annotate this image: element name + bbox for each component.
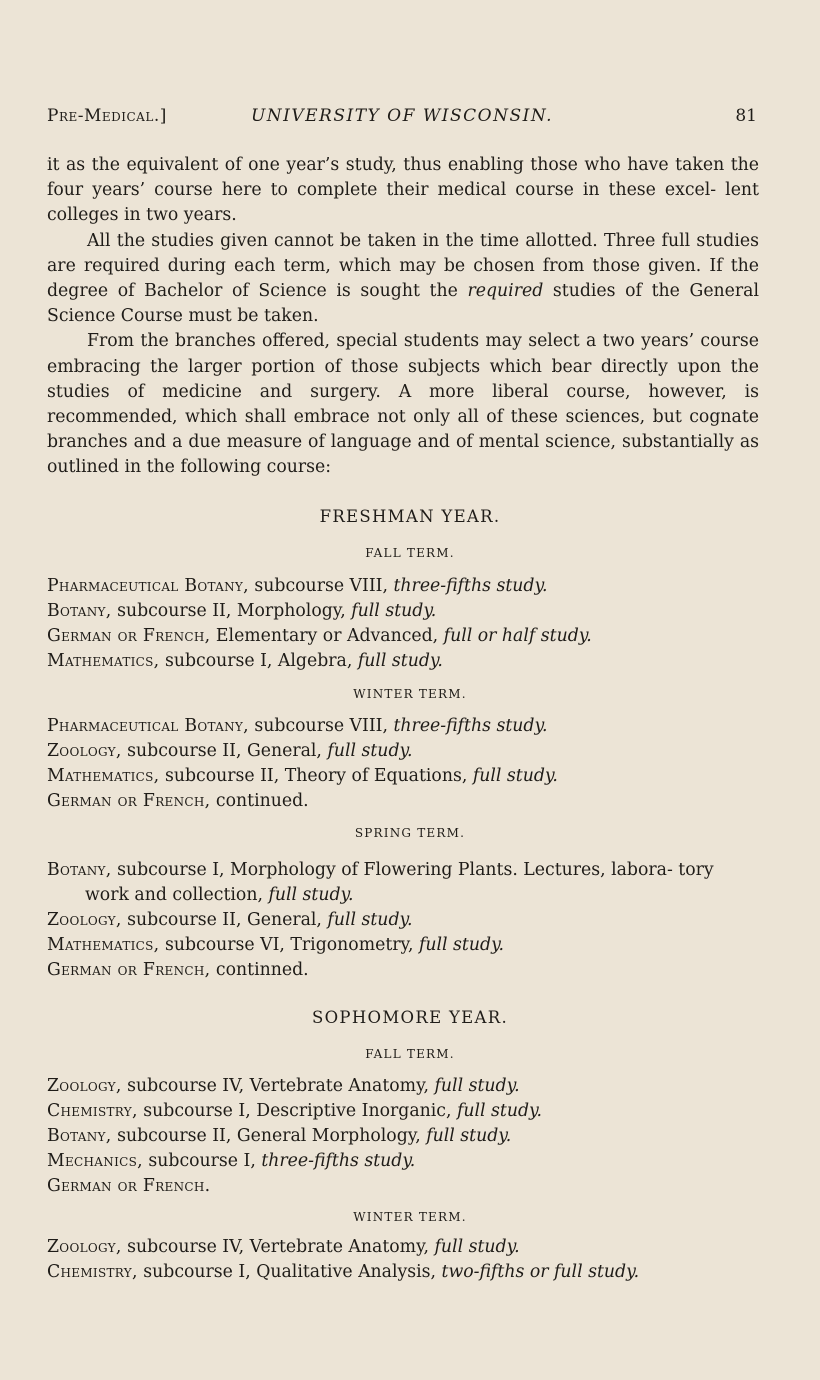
course-subject: Zoology,	[47, 1076, 122, 1096]
course-line	[47, 764, 759, 789]
course-study: full study.	[472, 766, 558, 786]
course-line	[47, 714, 759, 739]
section-label: Pre-Medical.]	[47, 106, 167, 126]
course-subject: Chemistry,	[47, 1262, 138, 1282]
running-title: UNIVERSITY OF WISCONSIN.	[250, 106, 554, 126]
course-study: full study.	[426, 1126, 512, 1146]
course-line	[47, 1260, 759, 1285]
course-line	[47, 1074, 759, 1099]
course-line	[47, 739, 759, 764]
course-line	[47, 574, 759, 599]
course-subject: Pharmaceutical Botany,	[47, 716, 249, 736]
running-header	[47, 106, 757, 134]
course-study: three-fifths study.	[393, 576, 548, 596]
course-line	[47, 624, 759, 649]
course-line	[47, 1149, 759, 1174]
course-subject: Zoology,	[47, 910, 122, 930]
course-subject: German or French,	[47, 626, 211, 646]
course-subject: Botany,	[47, 860, 112, 880]
course-detail: continued.	[210, 791, 309, 811]
freshman-winter-heading: WINTER TERM.	[353, 687, 467, 701]
course-line	[47, 1235, 759, 1260]
course-study: full study.	[434, 1237, 520, 1257]
course-detail: subcourse II, General Morphology,	[111, 1126, 427, 1146]
course-subject: Chemistry,	[47, 1101, 138, 1121]
course-line	[47, 858, 759, 908]
course-subject: Mechanics,	[47, 1151, 143, 1171]
freshman-spring-heading: SPRING TERM.	[354, 826, 466, 840]
course-detail: subcourse IV, Vertebrate Anatomy,	[121, 1237, 435, 1257]
course-detail: continned.	[210, 960, 309, 980]
paragraph-2	[47, 229, 759, 330]
course-study: three-fifths study.	[261, 1151, 416, 1171]
course-line	[47, 599, 759, 624]
course-line	[47, 649, 759, 674]
course-subject: German or French,	[47, 791, 211, 811]
course-detail: subcourse I, Qualitative Analysis,	[137, 1262, 442, 1282]
freshman-heading: FRESHMAN YEAR.	[319, 507, 501, 526]
course-study: full or half study.	[443, 626, 592, 646]
course-study: full study.	[357, 651, 443, 671]
course-subject: Zoology,	[47, 1237, 122, 1257]
course-subject: Botany,	[47, 1126, 112, 1146]
intro-text	[47, 153, 759, 481]
course-line	[47, 908, 759, 933]
course-study: full study.	[327, 741, 413, 761]
course-study: full study.	[456, 1101, 542, 1121]
course-study: full study.	[418, 935, 505, 955]
paragraph-2-text-end: studies of the General Science Course must be taken.	[47, 281, 759, 327]
sophomore-fall-heading: FALL TERM.	[365, 1047, 455, 1061]
course-detail: subcourse VI, Trigonometry,	[159, 935, 419, 955]
course-study: three-fifths study.	[393, 716, 548, 736]
course-detail: subcourse I, Algebra,	[159, 651, 358, 671]
course-detail: subcourse IV, Vertebrate Anatomy,	[121, 1076, 435, 1096]
course-detail: subcourse VIII,	[248, 716, 394, 736]
course-subject: Botany,	[47, 601, 112, 621]
paragraph-3: From the branches offered, special students may select a two years’ course embracing the larger portion of those subjects which bear directly upon the studies of medicine and surgery. A more liberal course, however, is recommended, which shall embrace not only all of these sciences, but cognate branches and a due measure of language and of mental science, substantially as outlined in the following course:	[47, 331, 759, 478]
course-detail: subcourse I, Descriptive Inorganic,	[137, 1101, 457, 1121]
course-subject: Mathematics,	[47, 766, 160, 786]
course-detail: subcourse I,	[142, 1151, 262, 1171]
course-subject: Zoology,	[47, 741, 122, 761]
course-subject: Pharmaceutical Botany,	[47, 576, 249, 596]
course-detail: subcourse II, Morphology,	[111, 601, 352, 621]
course-detail: subcourse II, General,	[121, 741, 328, 761]
course-detail: subcourse II, General,	[121, 910, 328, 930]
course-line	[47, 933, 759, 958]
course-subject: Mathematics,	[47, 935, 160, 955]
course-line	[47, 1099, 759, 1124]
page-number: 81	[735, 106, 757, 126]
course-detail: Elementary or Advanced,	[210, 626, 444, 646]
sophomore-heading: SOPHOMORE YEAR.	[311, 1008, 508, 1027]
paragraph-2-emphasis: required	[467, 281, 544, 302]
freshman-fall-heading: FALL TERM.	[365, 546, 455, 560]
course-study: full study.	[434, 1076, 520, 1096]
course-study: full study.	[268, 885, 354, 906]
course-detail: subcourse I, Morphology of Flowering Plants. Lectures, labora- tory work and collection,	[85, 860, 714, 906]
course-subject: German or French.	[47, 1176, 211, 1196]
course-detail: subcourse VIII,	[248, 576, 394, 596]
course-subject: Mathematics,	[47, 651, 160, 671]
paragraph-2-text: All the studies given cannot be taken in the time allotted. Three full studies are required during each term, which may be chosen from those given. If the degree of Bachelor of Science is sought the	[47, 230, 759, 302]
course-line	[47, 1174, 759, 1199]
course-study: full study.	[327, 910, 413, 930]
paragraph-1: it as the equivalent of one year’s study, thus enabling those who have taken the four years’ course here to complete their medical course in these excel- lent colleges in two years.	[47, 155, 759, 226]
course-study: full study.	[351, 601, 437, 621]
course-line	[47, 1124, 759, 1149]
course-subject: German or French,	[47, 960, 211, 980]
sophomore-winter-heading: WINTER TERM.	[353, 1210, 467, 1224]
course-line	[47, 789, 759, 814]
course-study: two-fifths or full study.	[441, 1262, 640, 1282]
course-detail: subcourse II, Theory of Equations,	[159, 766, 473, 786]
course-line	[47, 958, 759, 983]
